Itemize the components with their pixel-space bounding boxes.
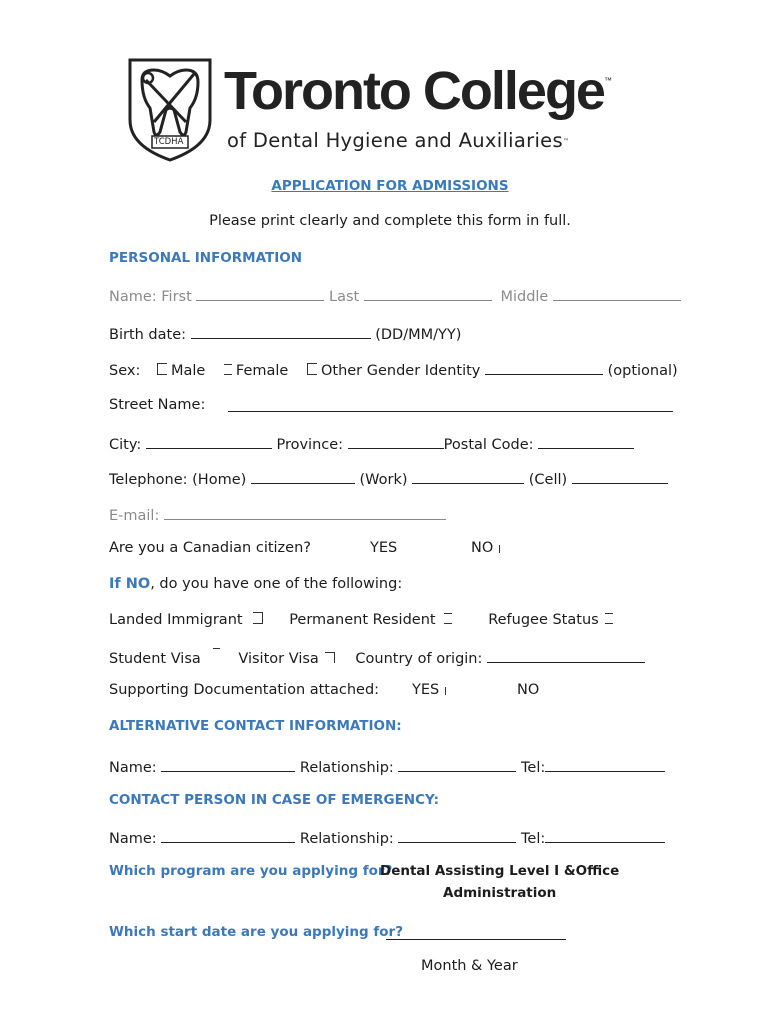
supporting-label: Supporting Documentation attached: <box>109 682 380 698</box>
province-label: Province: <box>276 437 344 453</box>
emergency-contact-row <box>109 827 665 847</box>
section-heading-emergency: CONTACT PERSON IN CASE OF EMERGENCY: <box>109 792 440 808</box>
start-date-caption: Month & Year <box>421 958 518 974</box>
email-row <box>109 504 446 524</box>
supporting-yes-option[interactable] <box>412 682 452 698</box>
middle-name-label: Middle <box>500 289 549 305</box>
alt-name-field[interactable] <box>161 756 295 772</box>
alt-name-label: Name: <box>109 760 157 776</box>
supporting-yes-label: YES <box>412 682 440 698</box>
birth-date-label: Birth date: <box>109 327 187 343</box>
other-gender-checkbox[interactable] <box>307 363 317 375</box>
middle-name-field[interactable] <box>553 285 681 301</box>
emergency-tel-field[interactable] <box>545 827 665 843</box>
home-phone-label: Telephone: (Home) <box>109 472 247 488</box>
supporting-no-label[interactable]: NO <box>517 682 540 698</box>
section-heading-alternative: ALTERNATIVE CONTACT INFORMATION: <box>109 718 402 734</box>
city-label: City: <box>109 437 142 453</box>
province-field[interactable] <box>348 433 444 449</box>
landed-immigrant-checkbox[interactable] <box>253 612 263 624</box>
landed-immigrant-label: Landed Immigrant <box>109 612 243 628</box>
other-gender-field[interactable] <box>485 359 603 375</box>
college-subtitle: of Dental Hygiene and Auxiliaries™ <box>227 129 570 152</box>
postal-code-field[interactable] <box>538 433 634 449</box>
permanent-resident-checkbox[interactable] <box>444 613 452 624</box>
visitor-visa-label: Visitor Visa <box>238 651 319 667</box>
postal-code-label: Postal Code: <box>443 437 534 453</box>
if-no-rest: , do you have one of the following: <box>150 576 403 592</box>
program-answer-line2: Administration <box>443 885 557 901</box>
alt-relationship-field[interactable] <box>398 756 516 772</box>
country-of-origin-label: Country of origin: <box>355 651 483 667</box>
home-phone-field[interactable] <box>251 468 355 484</box>
program-answer-line1: Dental Assisting Level I &Office <box>380 863 620 879</box>
female-label: Female <box>235 363 289 379</box>
cell-phone-label: (Cell) <box>528 472 568 488</box>
supporting-yes-checkbox[interactable] <box>445 687 448 695</box>
emergency-name-label: Name: <box>109 831 157 847</box>
telephone-row <box>109 468 668 488</box>
street-label: Street Name: <box>109 397 206 413</box>
street-field[interactable] <box>228 396 673 412</box>
sex-row <box>109 359 678 379</box>
emergency-relationship-label: Relationship: <box>299 831 394 847</box>
birth-date-row <box>109 323 461 343</box>
optional-label: (optional) <box>607 363 678 379</box>
college-name: Toronto College™ <box>224 61 612 121</box>
section-heading-personal: PERSONAL INFORMATION <box>109 250 303 266</box>
first-name-field[interactable] <box>196 285 324 301</box>
shield-text: TCDHA <box>154 137 184 147</box>
birth-date-format: (DD/MM/YY) <box>375 327 462 343</box>
other-gender-label: Other Gender Identity <box>320 363 481 379</box>
email-field[interactable] <box>164 504 446 520</box>
country-of-origin-field[interactable] <box>487 647 645 663</box>
permanent-resident-label: Permanent Resident <box>289 612 436 628</box>
alt-tel-label: Tel: <box>521 760 546 776</box>
address-row <box>109 433 634 453</box>
citizen-no-option[interactable] <box>471 540 506 556</box>
male-checkbox[interactable] <box>157 363 167 375</box>
birth-date-field[interactable] <box>191 323 371 339</box>
refugee-status-label: Refugee Status <box>488 612 599 628</box>
sex-label: Sex: <box>109 363 141 379</box>
refugee-status-checkbox[interactable] <box>605 613 613 624</box>
alternative-contact-row <box>109 756 665 776</box>
program-question: Which program are you applying for? <box>109 863 393 879</box>
status-row <box>109 612 617 628</box>
cell-phone-field[interactable] <box>572 468 668 484</box>
last-name-field[interactable] <box>364 285 492 301</box>
student-visa-checkbox[interactable] <box>213 648 220 657</box>
form-title: APPLICATION FOR ADMISSIONS <box>271 178 509 194</box>
if-no-label: If NO <box>109 576 151 592</box>
emergency-tel-label: Tel: <box>521 831 546 847</box>
last-name-label: Last <box>329 289 360 305</box>
form-instructions: Please print clearly and complete this form in full. <box>209 213 571 229</box>
emergency-name-field[interactable] <box>161 827 295 843</box>
work-phone-field[interactable] <box>412 468 524 484</box>
citizen-no-label: NO <box>471 540 494 556</box>
citizen-yes-label[interactable]: YES <box>370 540 398 556</box>
female-checkbox[interactable] <box>224 364 232 375</box>
name-row <box>109 285 681 305</box>
alt-tel-field[interactable] <box>545 756 665 772</box>
college-logo <box>128 58 612 168</box>
first-name-label: Name: First <box>109 289 192 305</box>
citizen-no-checkbox[interactable] <box>499 545 502 553</box>
alt-relationship-label: Relationship: <box>299 760 394 776</box>
email-label: E-mail: <box>109 508 160 524</box>
start-date-question: Which start date are you applying for? <box>109 924 404 940</box>
citizen-question: Are you a Canadian citizen? <box>109 540 311 556</box>
emergency-relationship-field[interactable] <box>398 827 516 843</box>
work-phone-label: (Work) <box>359 472 408 488</box>
visitor-visa-checkbox[interactable] <box>325 652 335 663</box>
male-label: Male <box>170 363 206 379</box>
visa-row <box>109 647 645 667</box>
city-field[interactable] <box>146 433 272 449</box>
student-visa-label: Student Visa <box>109 651 201 667</box>
if-no-text <box>109 576 402 592</box>
start-date-field[interactable] <box>386 924 566 940</box>
